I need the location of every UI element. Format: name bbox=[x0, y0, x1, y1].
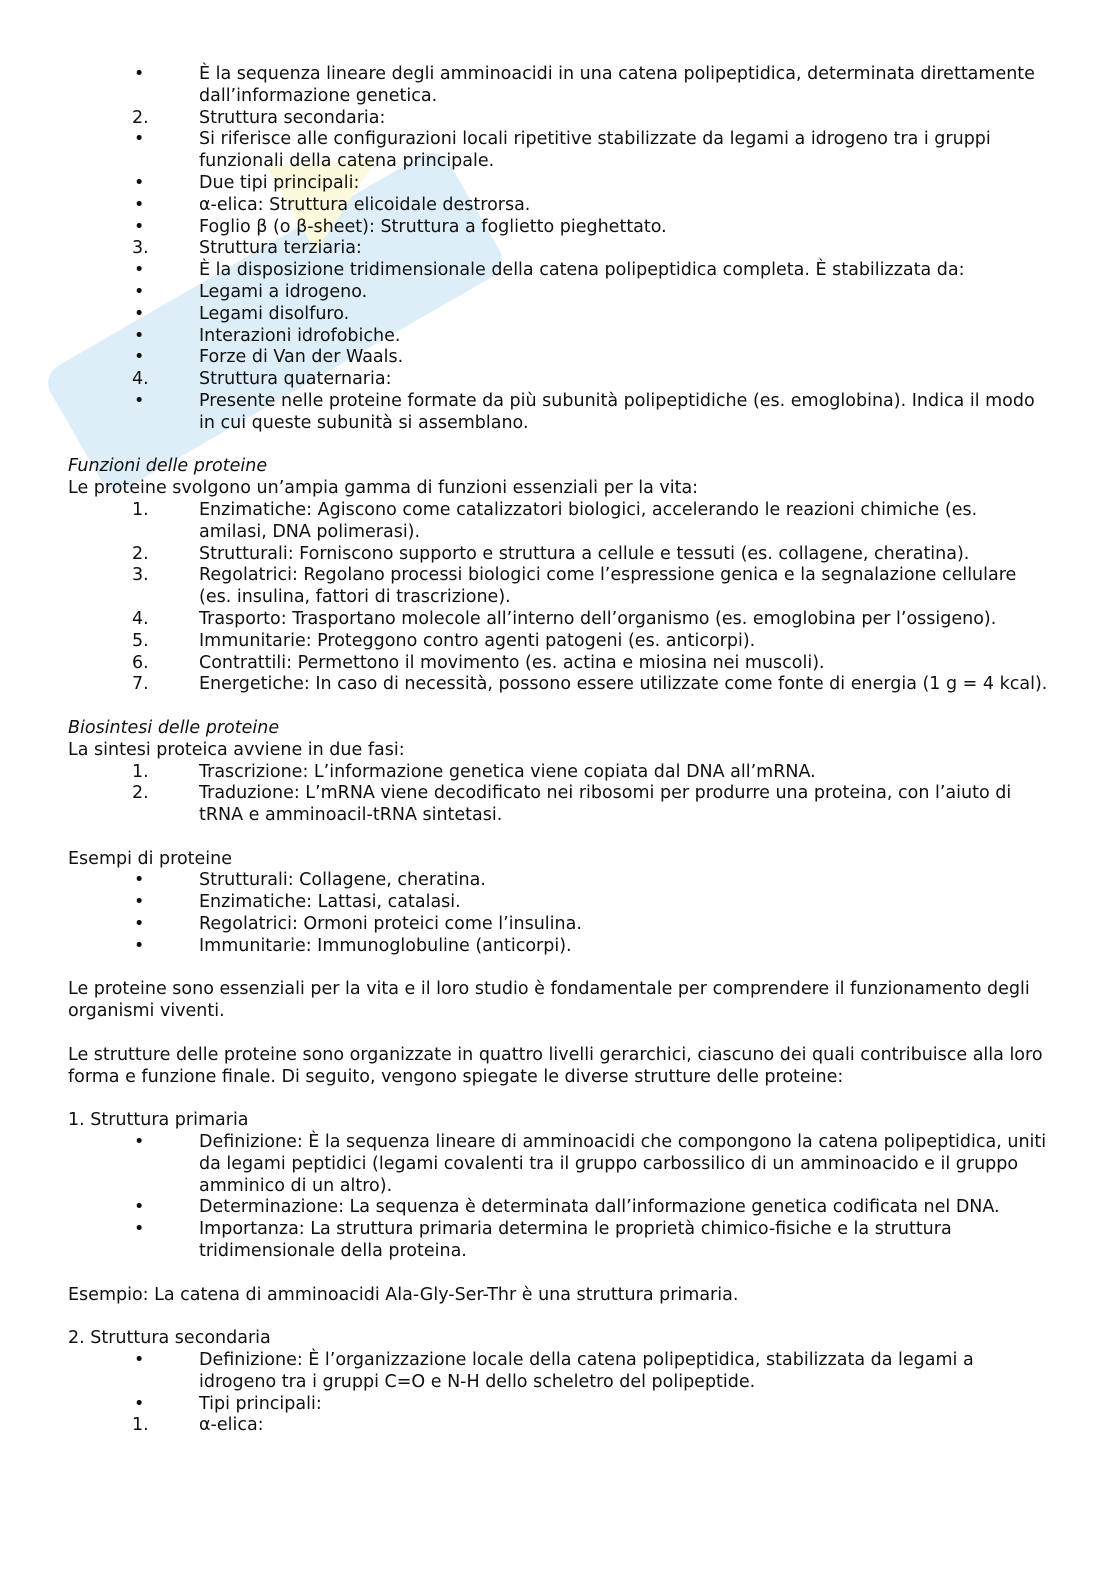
bullet-marker: • bbox=[134, 347, 145, 368]
item-text: α-elica: bbox=[199, 1415, 264, 1436]
item-text: Due tipi principali: bbox=[199, 172, 360, 193]
list-number: 4. bbox=[132, 608, 149, 629]
item-text: Interazioni idrofobiche. bbox=[199, 325, 401, 346]
numbered-item bbox=[68, 544, 1048, 566]
item-text: Regolatrici: Regolano processi biologici come l’espressione genica e la segnalazione cellulare (es. insulina, fattori di trascrizione). bbox=[199, 565, 1017, 608]
document-page bbox=[68, 64, 1048, 1437]
bullet-marker: • bbox=[134, 194, 145, 215]
list-number: 1. bbox=[132, 1415, 149, 1436]
bullet-marker: • bbox=[134, 64, 145, 84]
paragraph-text: La sintesi proteica avviene in due fasi: bbox=[68, 739, 405, 760]
list-number: 7. bbox=[132, 674, 149, 695]
item-text: Tipi principali: bbox=[199, 1393, 322, 1414]
list-number: 1. bbox=[132, 499, 149, 520]
bullet-marker: • bbox=[134, 129, 145, 150]
bullet-item bbox=[68, 282, 1048, 304]
bullet-item bbox=[68, 326, 1048, 348]
item-text: Enzimatiche: Agiscono come catalizzatori biologici, accelerando le reazioni chimiche (es. amilasi, DNA polimerasi). bbox=[199, 499, 978, 542]
numbered-item bbox=[68, 1415, 1048, 1437]
blank-line bbox=[68, 827, 1048, 849]
bullet-marker: • bbox=[134, 281, 145, 302]
bullet-marker: • bbox=[134, 1350, 145, 1371]
bullet-marker: • bbox=[134, 870, 145, 891]
bullet-marker: • bbox=[134, 260, 145, 281]
numbered-item bbox=[68, 369, 1048, 391]
list-number: 3. bbox=[132, 238, 149, 259]
paragraph bbox=[68, 1328, 1048, 1350]
numbered-item bbox=[68, 609, 1048, 631]
item-text: Immunitarie: Immunoglobuline (anticorpi). bbox=[199, 935, 572, 956]
bullet-item bbox=[68, 391, 1048, 435]
blank-line bbox=[68, 696, 1048, 718]
paragraph bbox=[68, 1285, 1048, 1307]
paragraph-text: Le proteine svolgono un’ampia gamma di funzioni essenziali per la vita: bbox=[68, 478, 699, 499]
paragraph-text: Esempio: La catena di amminoacidi Ala-Gly-Ser-Thr è una struttura primaria. bbox=[68, 1284, 739, 1305]
blank-line bbox=[68, 958, 1048, 980]
bullet-marker: • bbox=[134, 892, 145, 913]
blank-line bbox=[68, 1023, 1048, 1045]
bullet-item bbox=[68, 1132, 1048, 1197]
list-number: 2. bbox=[132, 543, 149, 564]
bullet-marker: • bbox=[134, 216, 145, 237]
bullet-item bbox=[68, 1394, 1048, 1416]
item-text: Strutturali: Forniscono supporto e struttura a cellule e tessuti (es. collagene, cheratina). bbox=[199, 543, 970, 564]
paragraph bbox=[68, 849, 1048, 871]
paragraph-text: 2. Struttura secondaria bbox=[68, 1328, 271, 1349]
paragraph bbox=[68, 740, 1048, 762]
bullet-marker: • bbox=[134, 914, 145, 935]
item-text: Struttura secondaria: bbox=[199, 107, 386, 128]
numbered-item bbox=[68, 631, 1048, 653]
item-text: Trasporto: Trasportano molecole all’interno dell’organismo (es. emoglobina per l’ossigeno). bbox=[199, 608, 997, 629]
bullet-marker: • bbox=[134, 325, 145, 346]
item-text: Contrattili: Permettono il movimento (es. actina e miosina nei muscoli). bbox=[199, 652, 825, 673]
item-text: Importanza: La struttura primaria determina le proprietà chimico-fisiche e la struttura tridimensionale della proteina. bbox=[199, 1219, 952, 1262]
item-text: Legami a idrogeno. bbox=[199, 281, 368, 302]
item-text: Strutturali: Collagene, cheratina. bbox=[199, 870, 486, 891]
paragraph-text: Biosintesi delle proteine bbox=[68, 717, 280, 738]
bullet-item bbox=[68, 870, 1048, 892]
bullet-item bbox=[68, 217, 1048, 239]
item-text: Struttura terziaria: bbox=[199, 238, 362, 259]
numbered-item bbox=[68, 238, 1048, 260]
list-number: 2. bbox=[132, 107, 149, 128]
paragraph-text: Le strutture delle proteine sono organizzate in quattro livelli gerarchici, ciascuno dei quali contribuisce alla loro forma e funzione finale. Di seguito, vengono spiegate le diverse strutture delle proteine: bbox=[68, 1044, 1043, 1087]
paragraph-text: Le proteine sono essenziali per la vita e il loro studio è fondamentale per comprendere il funzionamento degli organismi viventi. bbox=[68, 979, 1030, 1022]
bullet-item bbox=[68, 129, 1048, 173]
numbered-item bbox=[68, 653, 1048, 675]
bullet-marker: • bbox=[134, 935, 145, 956]
bullet-item bbox=[68, 1350, 1048, 1394]
item-text: Presente nelle proteine formate da più subunità polipeptidiche (es. emoglobina). Indica il modo in cui queste subunità si assemblano. bbox=[199, 390, 1035, 433]
paragraph-text: Esempi di proteine bbox=[68, 848, 233, 869]
list-number: 3. bbox=[132, 565, 149, 586]
item-text: Traduzione: L’mRNA viene decodificato nei ribosomi per produrre una proteina, con l’aiuto di tRNA e amminoacil-tRNA sintetasi. bbox=[199, 783, 1012, 826]
item-text: Legami disolfuro. bbox=[199, 303, 350, 324]
bullet-marker: • bbox=[134, 1132, 145, 1153]
item-text: Definizione: È l’organizzazione locale della catena polipeptidica, stabilizzata da legami a idrogeno tra i gruppi C=O e N-H dello scheletro del polipeptide. bbox=[199, 1350, 974, 1392]
paragraph bbox=[68, 478, 1048, 500]
bullet-item bbox=[68, 1219, 1048, 1263]
section-heading bbox=[68, 456, 1048, 478]
bullet-item bbox=[68, 304, 1048, 326]
numbered-item bbox=[68, 674, 1048, 696]
item-text: Enzimatiche: Lattasi, catalasi. bbox=[199, 892, 461, 913]
bullet-marker: • bbox=[134, 1197, 145, 1218]
numbered-item bbox=[68, 565, 1048, 609]
bullet-marker: • bbox=[134, 1393, 145, 1414]
numbered-item bbox=[68, 762, 1048, 784]
bullet-item bbox=[68, 347, 1048, 369]
item-text: Forze di Van der Waals. bbox=[199, 347, 404, 368]
list-number: 2. bbox=[132, 783, 149, 804]
item-text: Definizione: È la sequenza lineare di amminoacidi che compongono la catena polipeptidica, uniti da legami peptidici (legami covalenti tra il gruppo carbossilico di un amminoacido e il gruppo amminico di un altro). bbox=[199, 1132, 1047, 1196]
bullet-item bbox=[68, 936, 1048, 958]
section-heading bbox=[68, 718, 1048, 740]
blank-line bbox=[68, 435, 1048, 457]
bullet-item bbox=[68, 1197, 1048, 1219]
bullet-item bbox=[68, 195, 1048, 217]
item-text: α-elica: Struttura elicoidale destrorsa. bbox=[199, 194, 531, 215]
paragraph-text: Funzioni delle proteine bbox=[68, 456, 268, 477]
item-text: Trascrizione: L’informazione genetica viene copiata dal DNA all’mRNA. bbox=[199, 761, 816, 782]
bullet-marker: • bbox=[134, 390, 145, 411]
bullet-marker: • bbox=[134, 1219, 145, 1240]
item-text: È la disposizione tridimensionale della catena polipeptidica completa. È stabilizzata da: bbox=[199, 260, 965, 281]
list-number: 1. bbox=[132, 761, 149, 782]
numbered-item bbox=[68, 108, 1048, 130]
item-text: Foglio β (o β-sheet): Struttura a foglietto pieghettato. bbox=[199, 216, 667, 237]
bullet-item bbox=[68, 173, 1048, 195]
paragraph bbox=[68, 1045, 1048, 1089]
list-number: 6. bbox=[132, 652, 149, 673]
bullet-item bbox=[68, 914, 1048, 936]
list-number: 5. bbox=[132, 630, 149, 651]
item-text: Si riferisce alle configurazioni locali ripetitive stabilizzate da legami a idrogeno tra i gruppi funzionali della catena principale. bbox=[199, 129, 991, 172]
bullet-item bbox=[68, 64, 1048, 108]
blank-line bbox=[68, 1263, 1048, 1285]
bullet-marker: • bbox=[134, 172, 145, 193]
paragraph bbox=[68, 1110, 1048, 1132]
blank-line bbox=[68, 1088, 1048, 1110]
paragraph-text: 1. Struttura primaria bbox=[68, 1110, 249, 1131]
bullet-item bbox=[68, 260, 1048, 282]
blank-line bbox=[68, 1306, 1048, 1328]
bullet-marker: • bbox=[134, 303, 145, 324]
item-text: Regolatrici: Ormoni proteici come l’insulina. bbox=[199, 914, 582, 935]
item-text: Energetiche: In caso di necessità, possono essere utilizzate come fonte di energia (1 g = 4 kcal). bbox=[199, 674, 1048, 695]
bullet-item bbox=[68, 892, 1048, 914]
item-text: Immunitarie: Proteggono contro agenti patogeni (es. anticorpi). bbox=[199, 630, 756, 651]
paragraph bbox=[68, 979, 1048, 1023]
item-text: Struttura quaternaria: bbox=[199, 369, 392, 390]
list-number: 4. bbox=[132, 369, 149, 390]
item-text: È la sequenza lineare degli amminoacidi in una catena polipeptidica, determinata direttamente dall’informazione genetica. bbox=[199, 64, 1035, 106]
numbered-item bbox=[68, 500, 1048, 544]
numbered-item bbox=[68, 783, 1048, 827]
item-text: Determinazione: La sequenza è determinata dall’informazione genetica codificata nel DNA. bbox=[199, 1197, 1000, 1218]
